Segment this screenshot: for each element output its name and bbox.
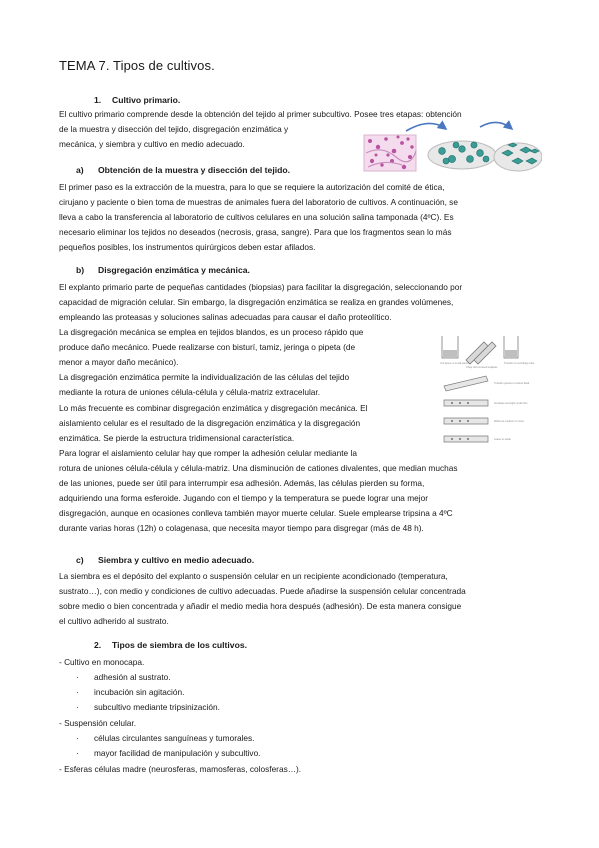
flask-drawing-2 [444, 400, 488, 406]
figure-caption-3: Transfer to centrifuge tube [504, 362, 535, 365]
list-item: adhesión al sustrato. [94, 672, 171, 682]
subsection-b-line-14: de las uniones, puede ser útil para interrumpir esa adhesión. Además, las células pierden su forma, [59, 478, 425, 488]
subsection-b-line-15: adquiriendo una forma esferoide. Jugando con el tiempo y la temperatura se puede lograr una mejor [59, 493, 428, 503]
tissue-histology-image [364, 135, 416, 171]
subsection-c-line-1: La siembra es el depósito del explanto o suspensión celular en un recipiente acondicionado (temperatura, [59, 571, 448, 581]
figure-caption-2: Chop with crossed scalpels [466, 366, 498, 369]
subsection-b-line-2: capacidad de migración celular. Sin embargo, la disgregación enzimática se realiza en grandes volúmenes, [59, 297, 454, 307]
figure-caption-7: Leave to settle [494, 438, 511, 441]
subsection-a-title: Obtención de la muestra y disección del tejido. [98, 165, 290, 175]
section-2-heading [94, 640, 247, 650]
figure-caption-6: Wash as medium to cover [494, 420, 524, 423]
list-group-label: - Esferas células madre (neurosferas, mamosferas, colosferas…). [59, 764, 302, 774]
list-item: células circulantes sanguíneas y tumorales. [94, 733, 255, 743]
subsection-b-line-7: La disgregación enzimática permite la individualización de las células del tejido [59, 372, 350, 382]
cell-suspension-image [428, 141, 496, 169]
subsection-b-number: b) [76, 265, 85, 275]
section-1-heading [94, 95, 180, 105]
section-1-intro-line-1: El cultivo primario comprende desde la obtención del tejido al primer subcultivo. Posee tres etapas: obtención [59, 109, 462, 119]
bullet-icon: · [76, 748, 79, 758]
bullet-icon: · [76, 702, 79, 712]
list-item: subcultivo mediante tripsinización. [94, 702, 220, 712]
cultured-cells-image [494, 143, 542, 171]
figure-caption-4: Transfer pieces to culture flask [494, 382, 530, 385]
subsection-a-line-3: lleva a cabo la transferencia al laboratorio de cultivos celulares en una solución salina tamponada (4ºC). Es [59, 212, 454, 222]
list-item: incubación sin agitación. [94, 687, 185, 697]
subsection-a-line-1: El primer paso es la extracción de la muestra, para lo que se requiere la autorización del comité de ética, [59, 182, 445, 192]
flask-drawing-1 [444, 376, 488, 391]
subsection-b-line-3: empleando las proteasas y soluciones salinas adecuadas para causar el daño proteolítico. [59, 312, 392, 322]
subsection-c-title: Siembra y cultivo en medio adecuado. [98, 555, 255, 565]
section-1-title: Cultivo primario. [112, 95, 181, 105]
section-2-title: Tipos de siembra de los cultivos. [112, 640, 247, 650]
list-item: mayor facilidad de manipulación y subcultivo. [94, 748, 261, 758]
subsection-b-line-17: durante varias horas (12h) o colagenasa, que necesita mayor tiempo para disgregar (más de 48 h). [59, 523, 424, 533]
list-group-label: - Cultivo en monocapa. [59, 657, 145, 667]
page-title: TEMA 7. Tipos de cultivos. [59, 58, 215, 73]
subsection-b-line-13: rotura de uniones célula-célula y célula-matriz. Una disminución de cationes divalentes, que median muchas [59, 463, 458, 473]
explant-procedure-figure [438, 332, 544, 452]
flask-drawing-3 [444, 418, 488, 424]
subsection-b-line-1: El explanto primario parte de pequeñas cantidades (biopsias) para facilitar la disgregación, seleccionando por [59, 282, 463, 292]
subsection-a-line-5: pequeños posibles, los instrumentos quirúrgicos deben estar afilados. [59, 242, 316, 252]
subsection-b-line-9: Lo más frecuente es combinar disgregación enzimática y disgregación mecánica. El [59, 403, 368, 413]
subsection-a-heading [76, 165, 290, 175]
subsection-c-line-4: el cultivo adherido al sustrato. [59, 616, 169, 626]
bullet-icon: · [76, 733, 79, 743]
subsection-c-number: c) [76, 555, 84, 565]
subsection-a-number: a) [76, 165, 84, 175]
dish-tissue-drawing [442, 336, 518, 364]
section-1-intro-line-3: mecánica, y siembra y cultivo en medio adecuado. [59, 139, 245, 149]
section-2-number: 2. [94, 640, 102, 650]
subsection-b-line-11: enzimática. Se pierde la estructura tridimensional característica. [59, 433, 295, 443]
bullet-icon: · [76, 687, 79, 697]
bullet-icon: · [76, 672, 79, 682]
subsection-b-title: Disgregación enzimática y mecánica. [98, 265, 250, 275]
list-group-label: - Suspensión celular. [59, 718, 137, 728]
figure-caption-1: Cut tissue in small pieces [440, 362, 470, 365]
subsection-b-line-10: aislamiento celular es el resultado de la disgregación enzimática y la disgregación [59, 418, 361, 428]
subsection-b-line-12: Para lograr el aislamiento celular hay que romper la adhesión celular mediante la [59, 448, 357, 458]
arrow-icon [480, 122, 512, 129]
flask-drawing-4 [444, 436, 488, 442]
subsection-b-line-4: La disgregación mecánica se emplea en tejidos blandos, es un proceso rápido que [59, 327, 364, 337]
arrow-icon [406, 123, 446, 131]
section-1-number: 1. [94, 95, 102, 105]
subsection-c-line-3: sobre medio o bien concentrada y añadir el medio media hora después (adhesión). De esta manera consigue [59, 601, 462, 611]
cell-culture-steps-figure [362, 117, 542, 173]
section-1-intro-line-2: de la muestra y disección del tejido, disgregación enzimática y [59, 124, 289, 134]
subsection-b-heading [76, 265, 250, 275]
figure-caption-5: Incubate overnight under film [494, 402, 528, 405]
subsection-b-line-6: menor a mayor daño mecánico). [59, 357, 179, 367]
subsection-b-line-8: mediante la rotura de uniones célula-célula y célula-matriz extracelular. [59, 387, 321, 397]
subsection-b-line-5: produce daño mecánico. Puede realizarse con bisturí, tamiz, jeringa o pipeta (de [59, 342, 356, 352]
subsection-c-heading [76, 555, 254, 565]
subsection-a-line-4: necesario eliminar los tejidos no deseados (necrosis, grasa, sangre). Para que los fragmentos sean lo más [59, 227, 452, 237]
subsection-c-line-2: sustrato…), con medio y condiciones de cultivo adecuadas. Puede añadirse la suspensión celular concentrada [59, 586, 466, 596]
subsection-b-line-16: disgregación, aunque en ocasiones conlleva también mayor muerte celular. Suele emplearse tripsina a 4ºC [59, 508, 453, 518]
subsection-a-line-2: cirujano y paciente o bien toma de muestras de animales fuera del laboratorio de cultivos. A continuación, se [59, 197, 458, 207]
